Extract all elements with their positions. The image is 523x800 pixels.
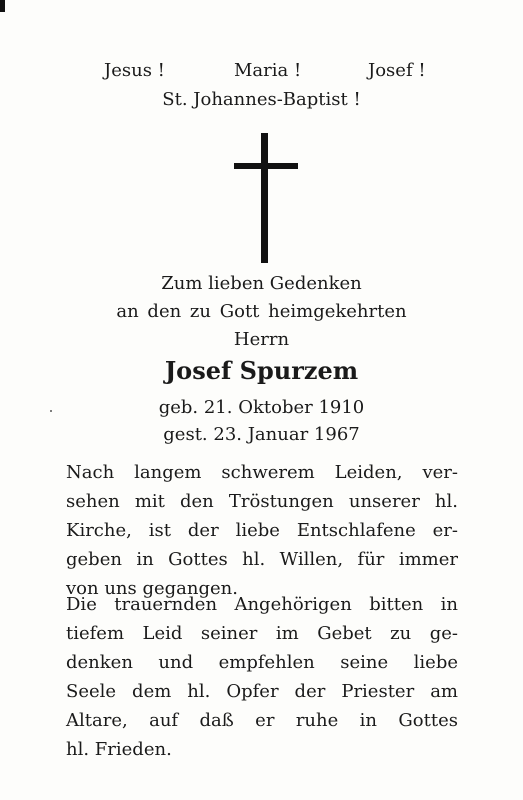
paragraph-line: Altare, auf daß er ruhe in Gottes	[66, 710, 458, 731]
paragraph-passing	[66, 458, 458, 603]
paragraph-prayer-request	[66, 590, 458, 764]
paragraph-line: hl. Frieden.	[66, 739, 172, 760]
corner-mark	[0, 0, 5, 12]
paragraph-line: von uns gegangen.	[66, 578, 238, 599]
invocations-row	[0, 60, 523, 82]
death-date: gest. 23. Januar 1967	[163, 424, 360, 445]
cross-vertical-bar	[261, 133, 268, 263]
latin-cross-icon	[234, 133, 298, 263]
paragraph-line: geben in Gottes hl. Willen, für immer	[66, 549, 458, 570]
paragraph-line: Kirche, ist der liebe Entschlafene er-	[66, 520, 458, 541]
birth-date: geb. 21. Oktober 1910	[158, 397, 365, 418]
patron-saint: St. Johannes-Baptist !	[162, 89, 361, 110]
invocation-josef: Josef !	[368, 60, 426, 81]
paragraph-line: Die trauernden Angehörigen bitten in	[66, 594, 458, 615]
invocation-maria: Maria !	[234, 60, 302, 81]
paragraph-line: denken und empfehlen seine liebe	[66, 652, 458, 673]
memorial-line-3: Herrn	[233, 329, 290, 350]
invocation-jesus: Jesus !	[104, 60, 165, 81]
memorial-line-2: an den zu Gott heimgekehrten	[116, 301, 407, 322]
memorial-line-1: Zum lieben Gedenken	[161, 273, 362, 294]
paragraph-line: sehen mit den Tröstungen unserer hl.	[66, 491, 458, 512]
deceased-name: Josef Spurzem	[164, 356, 359, 385]
paragraph-line: Nach langem schwerem Leiden, ver-	[66, 462, 458, 483]
paragraph-line: Seele dem hl. Opfer der Priester am	[66, 681, 458, 702]
paragraph-line: tiefem Leid seiner im Gebet zu ge-	[66, 623, 458, 644]
cross-horizontal-bar	[234, 163, 298, 169]
